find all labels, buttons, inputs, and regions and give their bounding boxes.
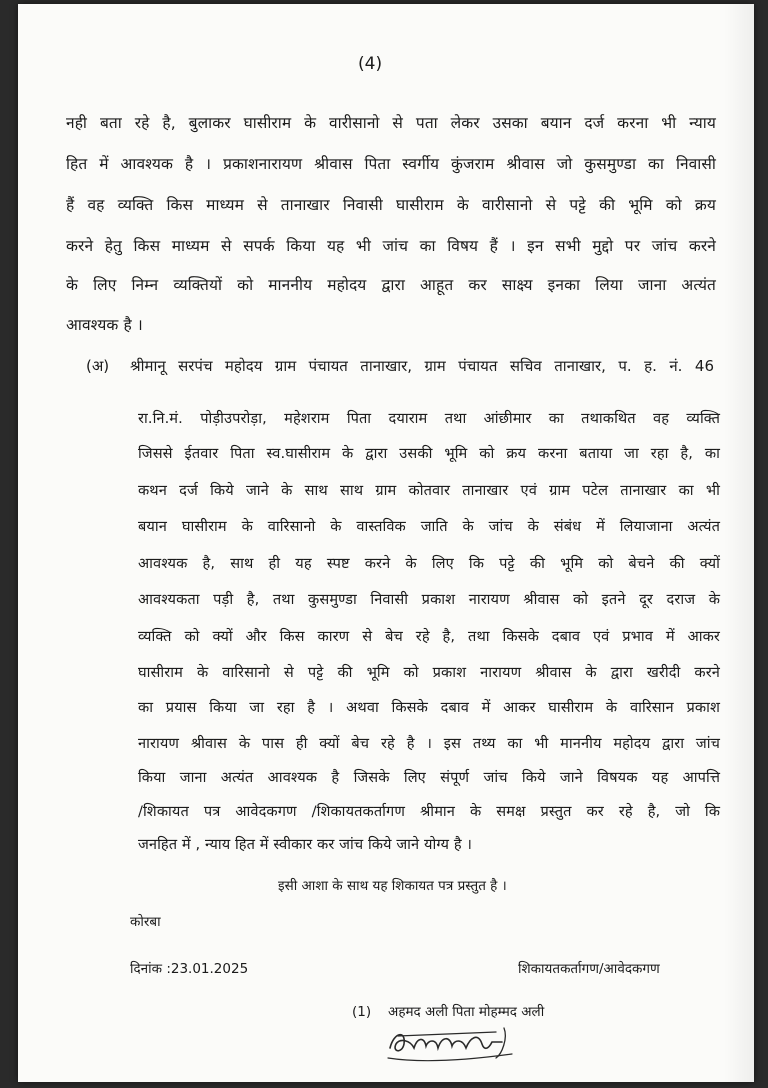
paragraph-2-line: रा.नि.मं. पोड़ीउपरोड़ा, महेशराम पिता दयाराम तथा आंछीमार का तथाकथित वह व्यक्ति [138, 410, 720, 427]
paragraph-2-line: नारायण श्रीवास के पास ही क्यों बेच रहे है । इस तथ्य का भी माननीय महोदय द्वारा जांच [138, 735, 720, 752]
paragraph-1-line: हैं वह व्यक्ति किस माध्यम से तानाखार निवासी घासीराम के वारीसानो से पट्टे की भूमि को क्रय [66, 196, 716, 214]
document-page [18, 4, 754, 1082]
date-line: दिनांक :23.01.2025 [130, 961, 249, 977]
signatory-role: शिकायतकर्तागण/आवेदकगण [518, 961, 660, 977]
page-number: (4) [358, 54, 383, 74]
paragraph-1-line: आवश्यक है । [66, 316, 143, 334]
paragraph-2-line: जनहित में , न्याय हित में स्वीकार कर जांच किये जाने योग्य है । [138, 836, 473, 853]
paragraph-2-line: बयान घासीराम के वारिसानो के वास्तविक जाति के जांच के संबंध में लियाजाना अत्यंत [138, 518, 720, 535]
paragraph-2-line: किया जाना अत्यंत आवश्यक है जिसके लिए संपूर्ण जांच किये जाने विषयक यह आपत्ति [138, 769, 720, 786]
place-name: कोरबा [130, 914, 161, 930]
paragraph-2-line: आवश्यकता पड़ी है, तथा कुसमुण्डा निवासी प्रकाश नारायण श्रीवास को इतने दूर दराज के [138, 591, 720, 608]
paragraph-2-line: /शिकायत पत्र आवेदकगण /शिकायतकर्तागण श्रीमान के समक्ष प्रस्तुत कर रहे है, जो कि [138, 803, 720, 820]
paragraph-1-line: करने हेतु किस माध्यम से सपर्क किया यह भी जांच का विषय हैं । इन सभी मुद्दो पर जांच करने [66, 237, 716, 255]
paragraph-2-line: का प्रयास किया जा रहा है । अथवा किसके दबाव में आकर घासीराम के वारिसान प्रकाश [138, 699, 720, 716]
item-a-text: श्रीमानू सरपंच महोदय ग्राम पंचायत तानाखार, ग्राम पंचायत सचिव तानाखार, प. ह. नं. 46 [130, 357, 714, 375]
paragraph-1-line: हित में आवश्यक है । प्रकाशनारायण श्रीवास पिता स्वर्गीय कुंजराम श्रीवास जो कुसमुण्डा का निवासी [66, 155, 716, 173]
paragraph-2-line: घासीराम के वारिसानो से पट्टे की भूमि को प्रकाश नारायण श्रीवास के द्वारा खरीदी करने [138, 664, 720, 681]
paragraph-1-line: नही बता रहे है, बुलाकर घासीराम के वारीसानो से पता लेकर उसका बयान दर्ज करना भी न्याय [66, 114, 716, 132]
item-a-label: (अ) [86, 357, 110, 375]
item-a [86, 356, 714, 376]
page-edge-shadow [724, 4, 754, 1082]
paragraph-2-line: व्यक्ति को क्यों और किस कारण से बेच रहे है, तथा किसके दबाव एवं प्रभाव में आकर [138, 628, 720, 645]
complainant-name: अहमद अली पिता मोहम्मद अली [388, 1004, 545, 1020]
complainant-number: (1) [352, 1004, 372, 1020]
paragraph-2-line: आवश्यक है, साथ ही यह स्पष्ट करने के लिए कि पट्टे की भूमि को बेचने की क्यों [138, 555, 720, 572]
closing-line: इसी आशा के साथ यह शिकायत पत्र प्रस्तुत है । [278, 878, 507, 894]
handwritten-signature [384, 1018, 524, 1066]
paragraph-1-line: के लिए निम्न व्यक्तियों को माननीय महोदय द्वारा आहूत कर साक्ष्य इनका लिया जाना अत्यंत [66, 276, 716, 294]
paragraph-2-line: जिससे ईतवार पिता स्व.घासीराम के द्वारा उसकी भूमि को क्रय करना बताया जा रहा है, का [138, 445, 720, 462]
paragraph-2-line: कथन दर्ज किये जाने के साथ साथ ग्राम कोतवार तानाखार एवं ग्राम पटेल तानाखार का भी [138, 482, 720, 499]
